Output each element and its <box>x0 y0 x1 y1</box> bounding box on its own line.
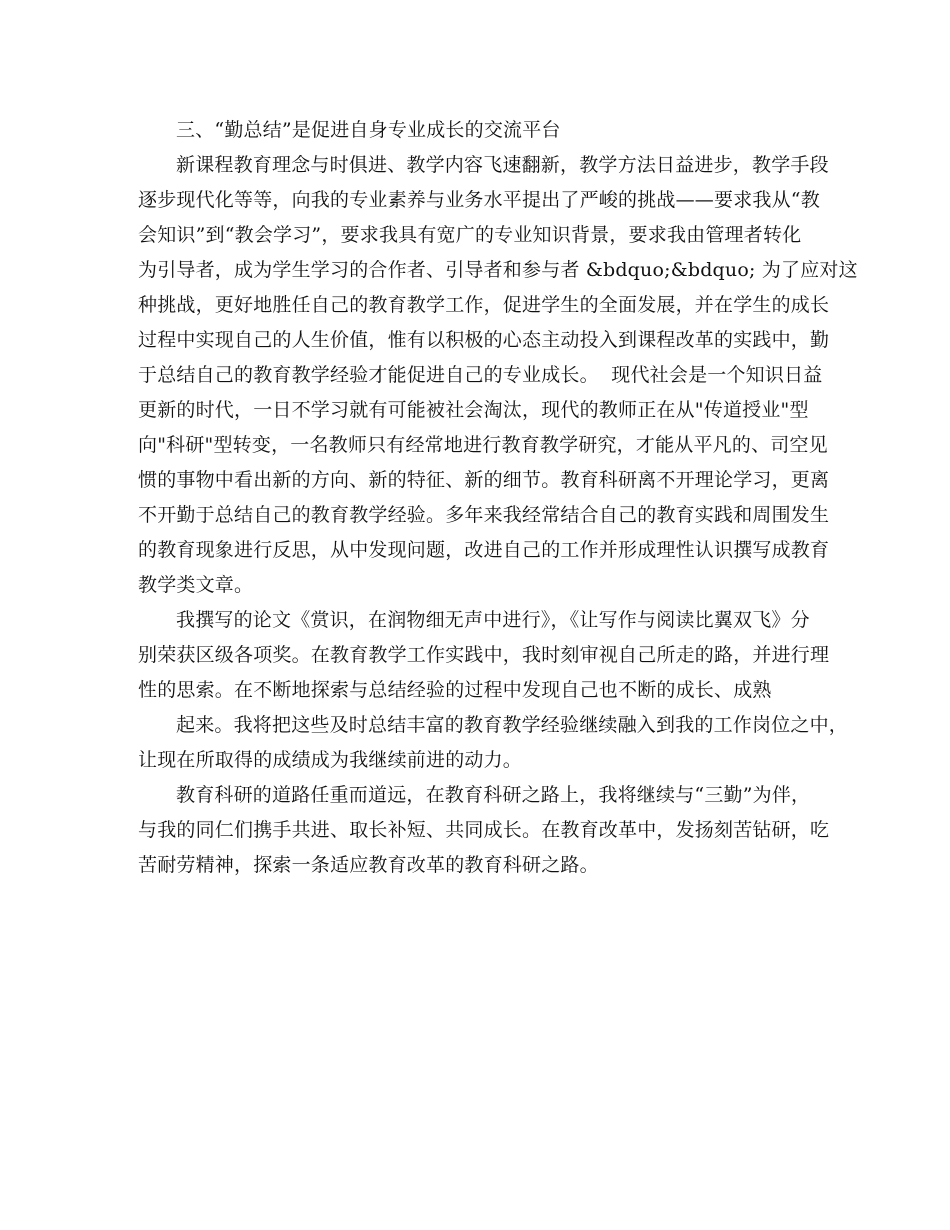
paragraph-line: 为引导者，成为学生学习的合作者、引导者和参与者 &bdquo;&bdquo; 为了应对这 <box>138 259 858 281</box>
paragraph-line: 我撰写的论文《赏识，在润物细无声中进行》，《让写作与阅读比翼双飞》分 <box>176 609 810 631</box>
paragraph-line: 性的思索。在不断地探索与总结经验的过程中发现自己也不断的成长、成熟 <box>138 679 772 701</box>
paragraph-line: 不开勤于总结自己的教育教学经验。多年来我经常结合自己的教育实践和周围发生 <box>138 504 830 526</box>
paragraph-line: 教育科研的道路任重而道远，在教育科研之路上，我将继续与“三勤”为伴， <box>176 784 811 806</box>
section-heading: 三、“勤总结”是促进自身专业成长的交流平台 <box>176 119 561 141</box>
paragraph-line: 会知识”到“教会学习”，要求我具有宽广的专业知识背景，要求我由管理者转化 <box>138 224 802 246</box>
paragraph-line: 逐步现代化等等，向我的专业素养与业务水平提出了严峻的挑战——要求我从“教 <box>138 189 820 211</box>
paragraph-line: 过程中实现自己的人生价值，惟有以积极的心态主动投入到课程改革的实践中，勤 <box>138 329 830 351</box>
paragraph-line: 别荣获区级各项奖。在教育教学工作实践中，我时刻审视自己所走的路，并进行理 <box>138 644 830 666</box>
paragraph-line: 更新的时代，一日不学习就有可能被社会淘汰，现代的教师正在从"传道授业"型 <box>138 399 809 421</box>
paragraph-line: 于总结自己的教育教学经验才能促进自己的专业成长。 现代社会是一个知识日益 <box>138 364 823 386</box>
paragraph-line: 种挑战，更好地胜任自己的教育教学工作，促进学生的全面发展，并在学生的成长 <box>138 294 830 316</box>
paragraph-line: 的教育现象进行反思，从中发现问题，改进自己的工作并形成理性认识撰写成教育 <box>138 539 830 561</box>
paragraph-line: 教学类文章。 <box>138 574 254 596</box>
paragraph-line: 向"科研"型转变，一名教师只有经常地进行教育教学研究，才能从平凡的、司空见 <box>138 434 828 456</box>
paragraph-line: 惯的事物中看出新的方向、新的特征、新的细节。教育科研离不开理论学习，更离 <box>138 469 830 491</box>
paragraph-line: 苦耐劳精神，探索一条适应教育改革的教育科研之路。 <box>138 854 599 876</box>
paragraph-line: 与我的同仁们携手共进、取长补短、共同成长。在教育改革中，发扬刻苦钻研，吃 <box>138 819 830 841</box>
paragraph-line: 新课程教育理念与时俱进、教学内容飞速翻新，教学方法日益进步，教学手段 <box>176 154 829 176</box>
paragraph-line: 起来。我将把这些及时总结丰富的教育教学经验继续融入到我的工作岗位之中， <box>176 714 849 736</box>
paragraph-line: 让现在所取得的成绩成为我继续前进的动力。 <box>138 749 523 771</box>
